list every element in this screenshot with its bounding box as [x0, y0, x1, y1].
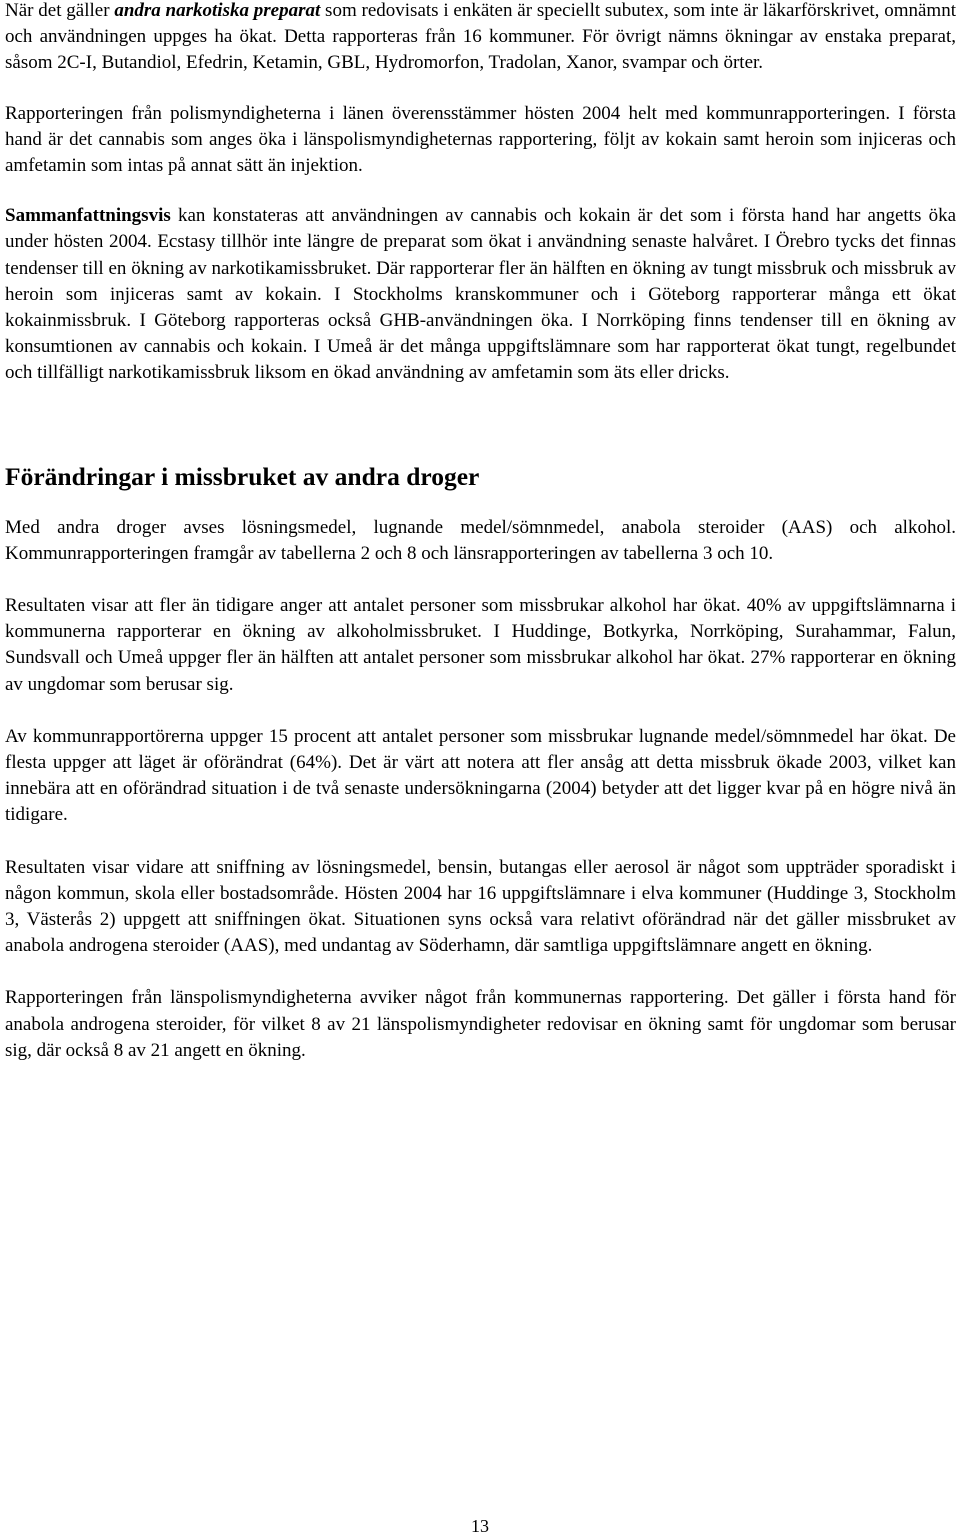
emphasis-sammanfattningsvis: Sammanfattningsvis — [5, 205, 171, 227]
paragraph-polisrapportering — [5, 101, 956, 180]
paragraph-alkohol: Resultaten visar att fler än tidigare anger att antalet personer som missbrukar alkohol har ökat. 40% av uppgiftslämnarna i kommunerna rapporterar en ökning av alkoholmissbruket. I Huddinge, Botkyrka, Norrköping, Surahammar, Falun, Sundsvall och Umeå uppger fler än hälften att antalet personer som missbrukar alkohol har ökat. 27% rapporterar en ökning av ungdomar som berusar sig. — [5, 595, 956, 695]
paragraph-losningsmedel: Resultaten visar vidare att sniffning av lösningsmedel, bensin, butangas eller aerosol är något som uppträder sporadiskt i någon kommun, skola eller bostadsområde. Hösten 2004 har 16 uppgiftslämnare i elva kommuner (Huddinge 3, Stockholm 3, Västerås 2) uppgett att sniffningen ökat. Situationen syns också vara relativt oförändrad när det gäller missbruket av anabola androgena steroider (AAS), med undantag av Söderhamn, där samtliga uppgiftslämnare angett en ökning. — [5, 856, 956, 957]
paragraph-lanspolis: Rapporteringen från länspolismyndigheterna avviker något från kommunernas rapportering. Det gäller i första hand för anabola androgena steroider, för vilket 8 av 21 länspolismyndigheter redovisar en ökning samt för ungdomar som berusar sig, där också 8 av 21 angett en ökning. — [5, 987, 956, 1061]
paragraph-lugnande-medel: Av kommunrapportörerna uppger 15 procent att antalet personer som missbrukar lugnande medel/sömnmedel har ökat. De flesta uppger att läget är oförändrat (64%). Det är värt att notera att fler ansåg att detta missbruk ökade 2003, vilket kan innebära att en oförändrad situation i de två senaste undersökningarna (2004) betyder att det ligger kvar på en högre nivå än tidigare. — [5, 725, 956, 826]
paragraph-sammanfattning — [5, 203, 956, 386]
emphasis-andra-narkotiska: andra narkotiska preparat — [114, 0, 321, 21]
document-page — [5, 0, 956, 1064]
paragraph-andra-narkotiska — [5, 0, 956, 77]
text-segment: När det gäller — [5, 0, 115, 21]
section-heading: Förändringar i missbruket av andra droger — [5, 461, 480, 491]
text-segment: kan konstateras att användningen av cannabis och kokain är det som i första hand har angetts öka under hösten 2004. Ecstasy tillhör inte längre de preparat som ökat i användning senaste halvåret. I Örebro tycks det finnas tendenser till en ökning av narkotikamissbruket. Där rapporterar fler än hälften en ökning av tungt missbruk och missbruk av heroin som injiceras samt av kokain. I Stockholms kranskommuner och i Göteborg rapporterar många ett ökat kokainmissbruk. I Göteborg rapporteras också GHB-användningen öka. I Norrköping finns tendenser till en ökning av konsumtionen av cannabis och kokain. I Umeå är det många uppgiftslämnare som har rapporterat ökat tungt, regelbundet och tillfälligt narkotikamissbruk liksom en ökad användning av amfetamin som äts eller dricks. — [5, 205, 956, 384]
text-segment: som redovisats i enkäten är speciellt subutex, som inte är läkarförskrivet, omnämnt och användningen uppges ha ökat. Detta rapporteras från 16 kommuner. För övrigt nämns ökningar av enstaka preparat, såsom 2C-I, Butandiol, Efedrin, Ketamin, GBL, Hydromorfon, Tradolan, Xanor, svampar och örter. — [5, 0, 956, 74]
page-number: 13 — [471, 1516, 489, 1536]
text-segment: Rapporteringen från polismyndigheterna i länen överensstämmer hösten 2004 helt med kommunrapporteringen. I första hand är det cannabis som anges öka i länspolismyndigheternas rapportering, följt av kokain samt heroin som injiceras och amfetamin som intas på annat sätt än injektion. — [5, 102, 956, 177]
paragraph-andra-droger-definition: Med andra droger avses lösningsmedel, lugnande medel/sömnmedel, anabola steroider (AAS) och alkohol. Kommunrapporteringen framgår av tabellerna 2 och 8 och länsrapporteringen av tabellerna 3 och 10. — [5, 516, 956, 564]
